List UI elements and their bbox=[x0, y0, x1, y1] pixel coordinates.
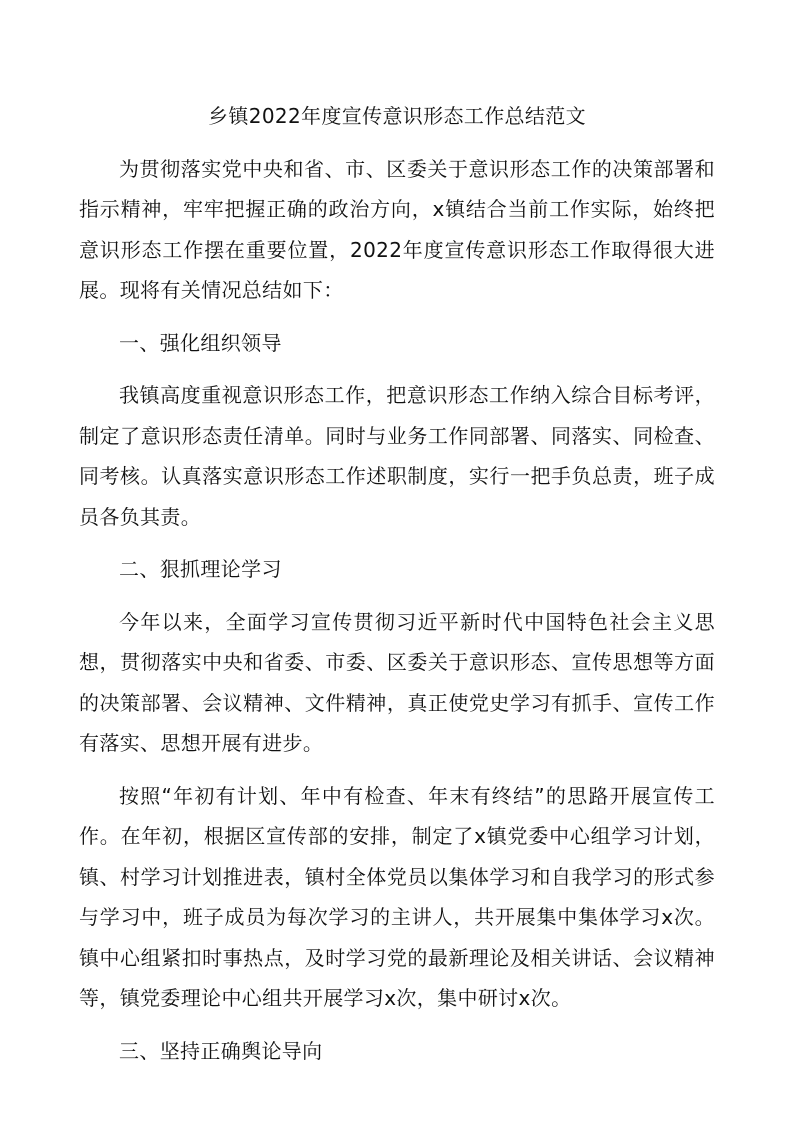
document-body bbox=[79, 96, 715, 1083]
intro-paragraph: 为贯彻落实党中央和省、市、区委关于意识形态工作的决策部署和指示精神，牢牢把握正确的政治方向，x镇结合当前工作实际，始终把意识形态工作摆在重要位置，2022年度宣传意识形态工作取得很大进展。现将有关情况总结如下： bbox=[79, 156, 715, 302]
document-title: 乡镇2022年度宣传意识形态工作总结范文 bbox=[208, 104, 586, 128]
section-2-paragraph-2: 按照“年初有计划、年中有检查、年末有终结”的思路开展宣传工作。在年初，根据区宣传部的安排，制定了x镇党委中心组学习计划，镇、村学习计划推进表，镇村全体党员以集体学习和自我学习的形式参与学习中，班子成员为每次学习的主讲人，共开展集中集体学习x次。镇中心组紧扣时事热点，及时学习党的最新理论及相关讲话、会议精神等，镇党委理论中心组共开展学习x次，集中研讨x次。 bbox=[79, 783, 715, 1010]
section-heading-2: 二、狠抓理论学习 bbox=[119, 557, 282, 581]
section-1-paragraph-1: 我镇高度重视意识形态工作，把意识形态工作纳入综合目标考评，制定了意识形态责任清单。同时与业务工作同部署、同落实、同检查、同考核。认真落实意识形态工作述职制度，实行一把手负总责，班子成员各负其责。 bbox=[79, 383, 715, 529]
section-heading-3: 三、坚持正确舆论导向 bbox=[119, 1038, 323, 1063]
section-heading-1: 一、强化组织领导 bbox=[119, 330, 282, 355]
section-2-paragraph-1: 今年以来，全面学习宣传贯彻习近平新时代中国特色社会主义思想，贯彻落实中央和省委、市委、区委关于意识形态、宣传思想等方面的决策部署、会议精神、文件精神，真正使党史学习有抓手、宣传工作有落实、思想开展有进步。 bbox=[79, 609, 715, 755]
